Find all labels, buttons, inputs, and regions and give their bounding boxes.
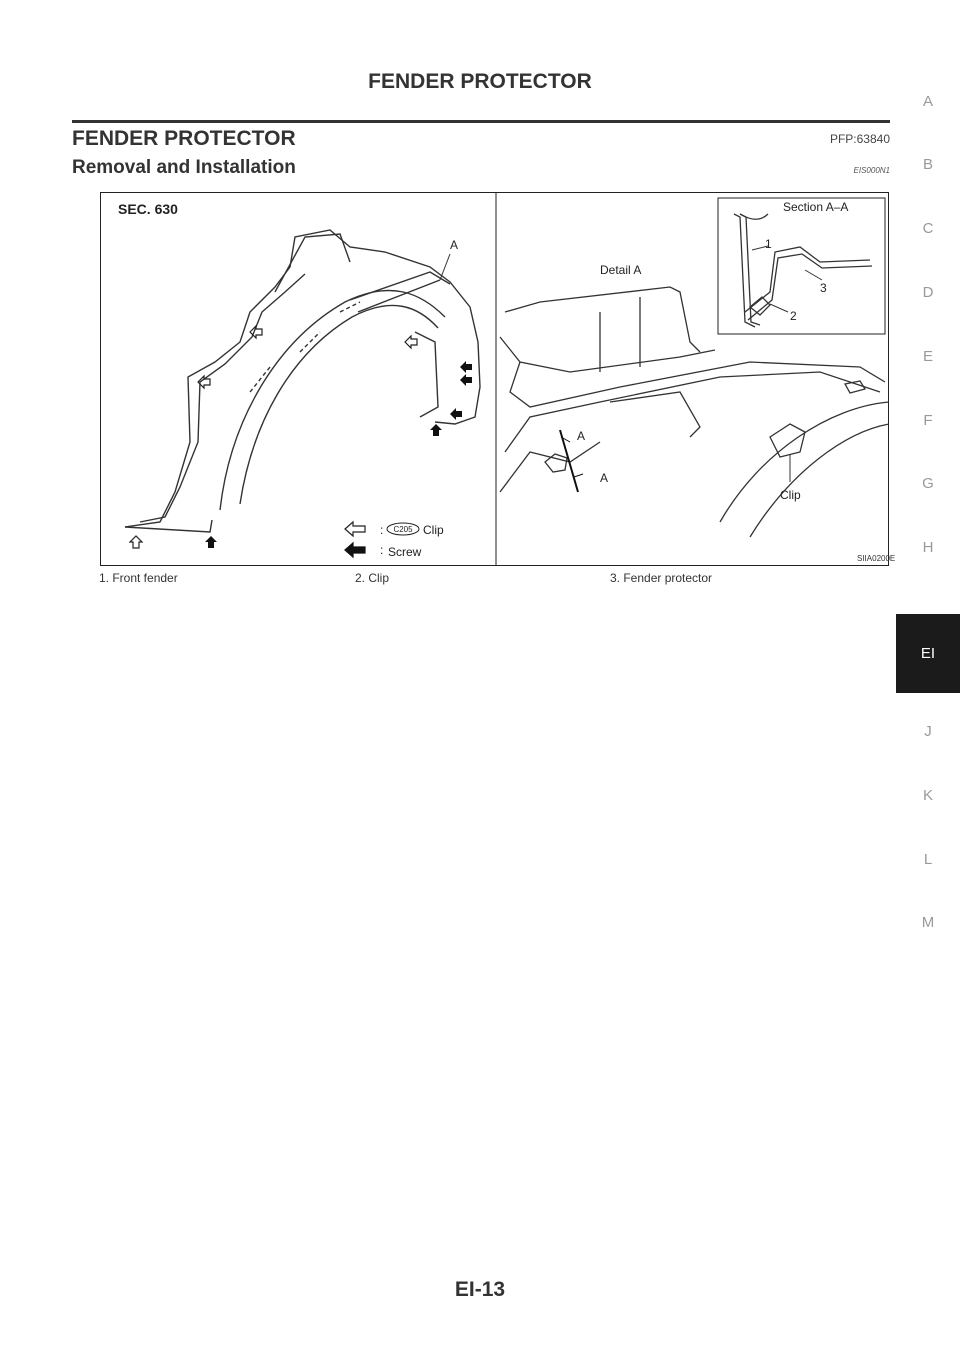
side-tab-b[interactable]: B <box>922 156 933 173</box>
side-tab-m[interactable]: M <box>921 914 935 931</box>
reference-code: EIS000N1 <box>853 166 890 175</box>
side-tab-d[interactable]: D <box>922 284 934 301</box>
caption-front-fender: 1. Front fender <box>99 571 178 585</box>
subsection-title: Removal and Installation <box>72 157 296 178</box>
sec-label: SEC. 630 <box>118 201 178 217</box>
label-a: A <box>450 238 459 252</box>
side-tab-g[interactable]: G <box>922 475 934 492</box>
legend-clip-text: Clip <box>423 523 444 537</box>
legend-clip-colon: : <box>380 523 384 537</box>
side-tab-l[interactable]: L <box>923 851 933 868</box>
callout-3: 3 <box>820 281 827 295</box>
pfp-number: PFP:63840 <box>829 132 890 146</box>
side-tab-ei-active[interactable]: EI <box>896 614 960 693</box>
clip-code: C205 <box>393 525 413 534</box>
side-tab-k[interactable]: K <box>922 787 933 804</box>
callout-1: 1 <box>765 237 772 251</box>
page-header-title: FENDER PROTECTOR <box>368 70 592 93</box>
header-rule <box>72 120 890 123</box>
side-tab-a[interactable]: A <box>922 93 933 110</box>
page-number: EI-13 <box>454 1278 506 1301</box>
section-aa-label: Section A–A <box>783 200 849 214</box>
caption-fender-protector: 3. Fender protector <box>610 571 713 585</box>
detail-a-label: Detail A <box>600 263 642 277</box>
section-title: FENDER PROTECTOR <box>72 127 296 150</box>
side-tab-c[interactable]: C <box>922 220 934 237</box>
side-tab-e[interactable]: E <box>922 348 933 365</box>
callout-2: 2 <box>790 309 797 323</box>
legend-screw-text: Screw <box>388 545 422 559</box>
cut-label-a-bottom: A <box>600 471 609 485</box>
clip-label: Clip <box>780 488 801 502</box>
caption-clip: 2. Clip <box>355 571 390 585</box>
side-tab-j[interactable]: J <box>924 723 932 740</box>
figure-code: SIIA0200E <box>857 554 896 563</box>
side-tab-f[interactable]: F <box>923 412 933 429</box>
fender-protector-illustration <box>100 192 896 566</box>
legend-screw-colon: : <box>380 543 384 557</box>
side-tab-h[interactable]: H <box>922 539 934 556</box>
cut-label-a-top: A <box>577 429 586 443</box>
